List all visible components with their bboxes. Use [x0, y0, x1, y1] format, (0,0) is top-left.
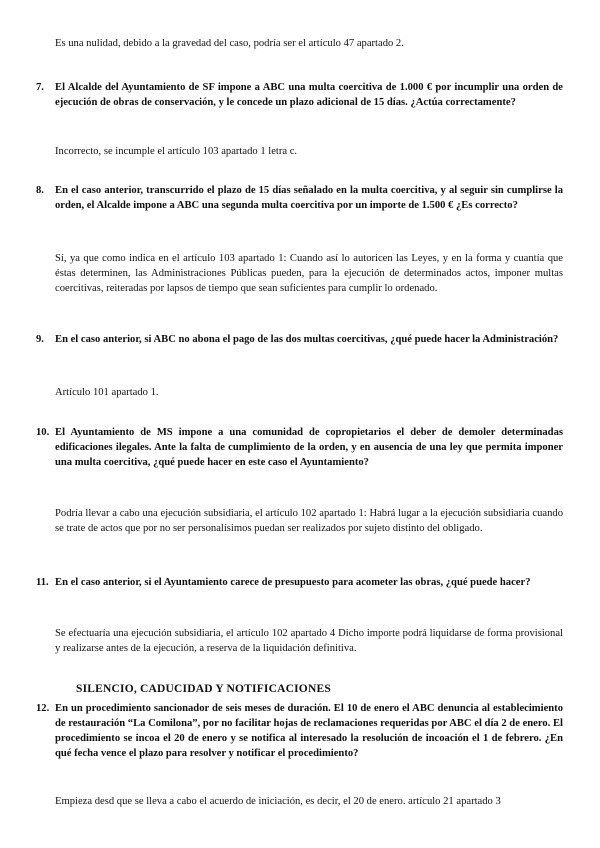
answer-10: Podría llevar a cabo una ejecución subsidiaria, el artículo 102 apartado 1: Habrá lugar a la ejecución subsidiaria cuando se trate de actos que por no ser personalísimos puedan ser realizados por sujeto distinto del obligado.	[55, 508, 563, 534]
question-9	[36, 332, 563, 347]
intro-answer: Es una nulidad, debido a la gravedad del caso, podría ser el artículo 47 apartado 2.	[55, 38, 404, 49]
question-number: 11.	[36, 577, 49, 588]
question-text: El Alcalde del Ayuntamiento de SF impone a ABC una multa coercitiva de 1.000 € por incumplir una orden de ejecución de obras de conservación, y le concede un plazo adicional de 15 días. ¿Actúa correctamente?	[55, 82, 563, 108]
question-number: 9.	[36, 334, 44, 345]
question-10	[36, 425, 563, 470]
question-12	[36, 701, 563, 761]
question-number: 10.	[36, 427, 50, 438]
answer-12: Empieza desd que se lleva a cabo el acuerdo de iniciación, es decir, el 20 de enero. artículo 21 apartado 3	[55, 796, 501, 807]
question-text: En el caso anterior, si el Ayuntamiento carece de presupuesto para acometer las obras, ¿qué puede hacer?	[55, 577, 531, 588]
answer-11: Se efectuaría una ejecución subsidiaria, el artículo 102 apartado 4 Dicho importe podrá liquidarse de forma provisional y realizarse antes de la ejecución, a reserva de la liquidación definitiva.	[55, 628, 563, 654]
section-heading: SILENCIO, CADUCIDAD Y NOTIFICACIONES	[76, 683, 331, 695]
question-7	[36, 80, 563, 110]
answer-9: Artículo 101 apartado 1.	[55, 387, 159, 398]
question-text: En el caso anterior, si ABC no abona el pago de las dos multas coercitivas, ¿qué puede hacer la Administración?	[55, 334, 559, 345]
question-text: El Ayuntamiento de MS impone a una comunidad de copropietarios el deber de demoler determinadas edificaciones ilegales. Ante la falta de cumplimiento de la orden, y en ausencia de una ley que permita imponer una multa coercitiva, ¿qué puede hacer en este caso el Ayuntamiento?	[55, 427, 563, 468]
question-number: 7.	[36, 82, 44, 93]
answer-7: Incorrecto, se incumple el artículo 103 apartado 1 letra c.	[55, 146, 298, 157]
question-number: 8.	[36, 185, 44, 196]
question-8	[36, 183, 563, 213]
question-number: 12.	[36, 703, 50, 714]
question-11	[36, 575, 563, 590]
question-text: En el caso anterior, transcurrido el plazo de 15 días señalado en la multa coercitiva, y al seguir sin cumplirse la orden, el Alcalde impone a ABC una segunda multa coercitiva por un importe de 1.500 € ¿Es correcto?	[55, 185, 563, 211]
question-text: En un procedimiento sancionador de seis meses de duración. El 10 de enero el ABC denuncia al establecimiento de restauración “La Comilona”, por no facilitar hojas de reclamaciones requeridas por ABC el día 2 de enero. El procedimiento se incoa el 20 de enero y se notifica al interesado la resolución de incoación el 1 de febrero. ¿En qué fecha vence el plazo para resolver y notificar el procedimiento?	[55, 703, 563, 759]
answer-8: Sí, ya que como indica en el artículo 103 apartado 1: Cuando así lo autoricen las Leyes, y en la forma y cuantía que éstas determinen, las Administraciones Públicas pueden, para la ejecución de determinados actos, imponer multas coercitivas, reiteradas por lapsos de tiempo que sean suficientes para cumplir lo ordenado.	[55, 253, 563, 294]
